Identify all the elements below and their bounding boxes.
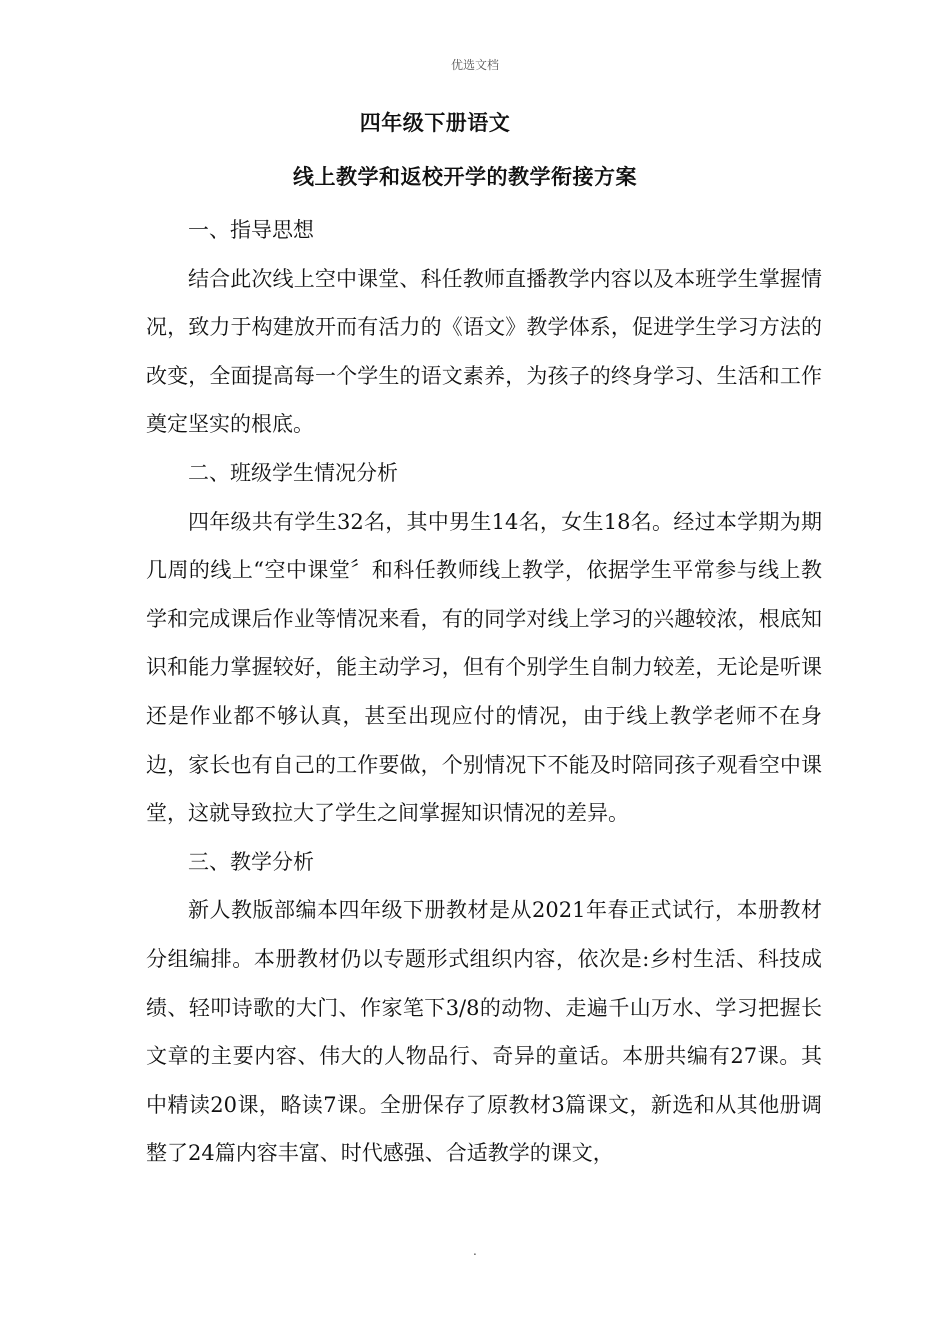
section-heading-2: 二、班级学生情况分析 xyxy=(188,460,398,485)
paragraph-3: 新人教版部编本四年级下册教材是从2021年春正式试行，本册教材分组编排。本册教材仍以专题形式组织内容，依次是:乡村生活、科技成绩、轻叩诗歌的大门、作家笔下3/8的动物、走遍千山万水、学习把握长文章的主要内容、伟大的人物品行、奇异的童话。本册共编有27课。其中精读20课，略读7课。全册保存了原教材3篇课文，新选和从其他册调整了24篇内容丰富、时代感强、合适教学的课文， xyxy=(146,898,822,1166)
document-body xyxy=(146,206,822,1178)
paragraph-1: 结合此次线上空中课堂、科任教师直播教学内容以及本班学生掌握情况，致力于构建放开而有活力的《语文》教学体系，促进学生学习方法的改变，全面提高每一个学生的语文素养，为孩子的终身学习、生活和工作奠定坚实的根底。 xyxy=(146,266,822,437)
page-footer: . xyxy=(473,1244,477,1258)
page-header: 优选文档 xyxy=(450,58,499,72)
paragraph-2: 四年级共有学生32名，其中男生14名，女生18名。经过本学期为期几周的线上“空中课堂〞和科任教师线上教学，依据学生平常参与线上教学和完成课后作业等情况来看，有的同学对线上学习的兴趣较浓，根底知识和能力掌握较好，能主动学习，但有个别学生自制力较差，无论是听课还是作业都不够认真，甚至出现应付的情况，由于线上教学老师不在身边，家长也有自己的工作要做，个别情况下不能及时陪同孩子观看空中课堂，这就导致拉大了学生之间掌握知识情况的差异。 xyxy=(146,509,822,826)
document-title: 四年级下册语文 xyxy=(359,110,511,135)
section-heading-3: 三、教学分析 xyxy=(188,849,314,874)
document-subtitle: 线上教学和返校开学的教学衔接方案 xyxy=(293,164,637,189)
section-heading-1: 一、指导思想 xyxy=(188,218,314,242)
